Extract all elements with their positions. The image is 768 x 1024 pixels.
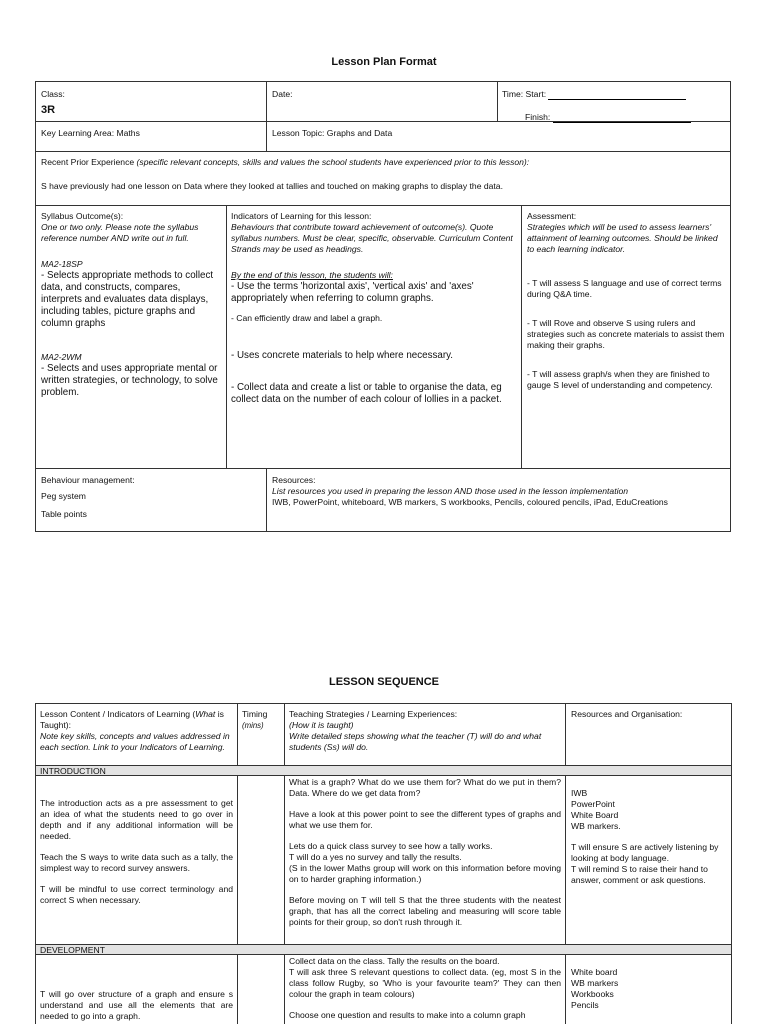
prior-experience-text: S have previously had one lesson on Data where they looked at tallies and touched on making graphs to display the data.	[41, 181, 503, 191]
dev-resources	[571, 967, 729, 1011]
syllabus-hint: One or two only. Please note the syllabus reference number AND write out in full.	[41, 222, 199, 243]
intro-strategy-5: (S in the lower Maths group will work on this information before moving on to harder graphing information.)	[289, 863, 561, 884]
dev-resource-3: Workbooks	[571, 989, 614, 999]
header-strategies	[289, 709, 561, 753]
dev-strategy-1: Collect data on the class. Tally the results on the board.	[289, 956, 500, 966]
class-value: 3R	[41, 104, 56, 116]
resources-heading: Resources:	[272, 475, 316, 485]
indicator-2: - Can efficiently draw and label a graph.	[231, 313, 383, 323]
dev-content-1: T will go over structure of a graph and ensure s understand and use all the elements that are needed to go into a graph.	[40, 989, 233, 1021]
indicators-by-end: By the end of this lesson, the students will:	[231, 270, 393, 280]
time-finish: Finish:	[525, 112, 691, 123]
header-content-hint: Note key skills, concepts and values addressed in each section. Link to your Indicators of Learning.	[40, 731, 230, 752]
intro-content-2: Teach the S ways to write data such as a tally, the simplest way to record survey answers.	[40, 852, 233, 873]
resources-hint: List resources you used in preparing the lesson AND those used in the lesson implementation	[272, 486, 629, 496]
indicator-4: - Collect data and create a list or table to organise the data, eg collect data on the number of each colour of lollies in a packet.	[231, 382, 502, 405]
key-learning-area: Key Learning Area: Maths	[41, 128, 140, 138]
prior-experience-heading: Recent Prior Experience (specific relevant concepts, skills and values the school students have experienced prior to this lesson):	[41, 157, 530, 167]
dev-content	[40, 989, 233, 1022]
indicators-of-learning	[231, 211, 518, 406]
intro-resource-4: WB markers.	[571, 821, 621, 831]
assessment-hint: Strategies which will be used to assess learners' attainment of learning outcomes. Should be linked to each learning indicator.	[527, 222, 718, 254]
syllabus-outcomes	[41, 211, 223, 399]
header-content	[40, 709, 235, 753]
intro-strategy-1: What is a graph? What do we use them for? What do we put in them? Data. Where do we get data from?	[289, 777, 561, 798]
intro-strategy-2: Have a look at this power point to see the different types of graphs and what we use them for.	[289, 809, 561, 830]
header-strategies-hint: Write detailed steps showing what the teacher (T) will do and what students (Ss) will do.	[289, 731, 542, 752]
intro-resource-1: IWB	[571, 788, 588, 798]
class-label: Class:	[41, 89, 65, 99]
assessment-3: - T will assess graph/s when they are finished to gauge S level of understanding and competency.	[527, 369, 713, 390]
assessment-2: - T will Rove and observe S using rulers and strategies such as concrete materials to assist them making their graphs.	[527, 318, 725, 350]
intro-resources	[571, 788, 729, 886]
dev-strategy-2: T will ask three S relevant questions to collect data. (eg, most S in the class follow Rugby, so 'Who is your favourite team?' They can then colour the graph in team colours)	[289, 967, 561, 999]
time-start: Time: Start:	[502, 89, 686, 100]
header-resources: Resources and Organisation:	[571, 709, 683, 719]
header-strategies-how: (How it is taught)	[289, 720, 354, 730]
syllabus-code-1: MA2-18SP	[41, 259, 83, 269]
intro-strategies	[289, 777, 561, 928]
dev-strategy-3: Choose one question and results to make into a column graph	[289, 1010, 526, 1020]
intro-strategy-3: Lets do a quick class survey to see how a tally works.	[289, 841, 493, 851]
behaviour-heading: Behaviour management:	[41, 475, 135, 485]
intro-content-3: T will be mindful to use correct terminology and correct S when necessary.	[40, 884, 233, 905]
sequence-title: LESSON SEQUENCE	[328, 676, 440, 688]
dev-strategies	[289, 956, 561, 1021]
header-timing-unit: (mins)	[242, 721, 264, 730]
indicator-1: - Use the terms 'horizontal axis', 'vertical axis' and 'axes' appropriately when referring to column graphs.	[231, 281, 474, 304]
lesson-topic: Lesson Topic: Graphs and Data	[272, 128, 393, 138]
header-content-title: Lesson Content / Indicators of Learning (What is Taught):	[40, 709, 224, 730]
page-title: Lesson Plan Format	[331, 56, 437, 68]
intro-resource-3: White Board	[571, 810, 619, 820]
section-introduction: INTRODUCTION	[36, 765, 731, 776]
assessment	[527, 211, 727, 391]
intro-content-1: The introduction acts as a pre assessment to get an idea of what the students need to go over in depth and if any additional information will be needed.	[40, 798, 233, 841]
dev-resource-1: White board	[571, 967, 618, 977]
section-development: DEVELOPMENT	[36, 944, 731, 955]
behaviour-item-1: Peg system	[41, 491, 86, 501]
intro-resource-2: PowerPoint	[571, 799, 615, 809]
syllabus-heading: Syllabus Outcome(s):	[41, 211, 124, 221]
intro-content	[40, 798, 233, 906]
intro-strategy-6: Before moving on T will tell S that the three students with the neatest graph, that has all the correct labeling and measuring will score table points for their group, so don't rush through it.	[289, 895, 561, 927]
date-label: Date:	[272, 89, 293, 99]
syllabus-code-2: MA2-2WM	[41, 352, 82, 362]
behaviour-item-2: Table points	[41, 509, 87, 519]
intro-resource-5: T will ensure S are actively listening by looking at body language.	[571, 842, 719, 863]
indicators-hint: Behaviours that contribute toward achievement of outcome(s). Quote syllabus numbers. Must be clear, specific, observable. Curriculum Content Strands may be used as headings.	[231, 222, 513, 254]
syllabus-outcome-2: - Selects and uses appropriate mental or written strategies, or technology, to solve problem.	[41, 363, 218, 398]
intro-strategy-4: T will do a yes no survey and tally the results.	[289, 852, 462, 862]
syllabus-outcome-1: - Selects appropriate methods to collect data, and constructs, compares, interprets and evaluates data displays, including tables, picture graphs and column graphs	[41, 270, 214, 329]
dev-resource-2: WB markers	[571, 978, 619, 988]
indicators-heading: Indicators of Learning for this lesson:	[231, 211, 372, 221]
assessment-1: - T will assess S language and use of correct terms during Q&A time.	[527, 278, 722, 299]
assessment-heading: Assessment:	[527, 211, 577, 221]
intro-resource-6: T will remind S to raise their hand to answer, comment or ask questions.	[571, 864, 708, 885]
dev-resource-4: Pencils	[571, 1000, 599, 1010]
header-timing: Timing	[242, 709, 268, 719]
header-strategies-title: Teaching Strategies / Learning Experiences:	[289, 709, 458, 719]
resources-text: IWB, PowerPoint, whiteboard, WB markers, S workbooks, Pencils, coloured pencils, iPad, EduCreations	[272, 497, 668, 507]
indicator-3: - Uses concrete materials to help where necessary.	[231, 350, 453, 361]
